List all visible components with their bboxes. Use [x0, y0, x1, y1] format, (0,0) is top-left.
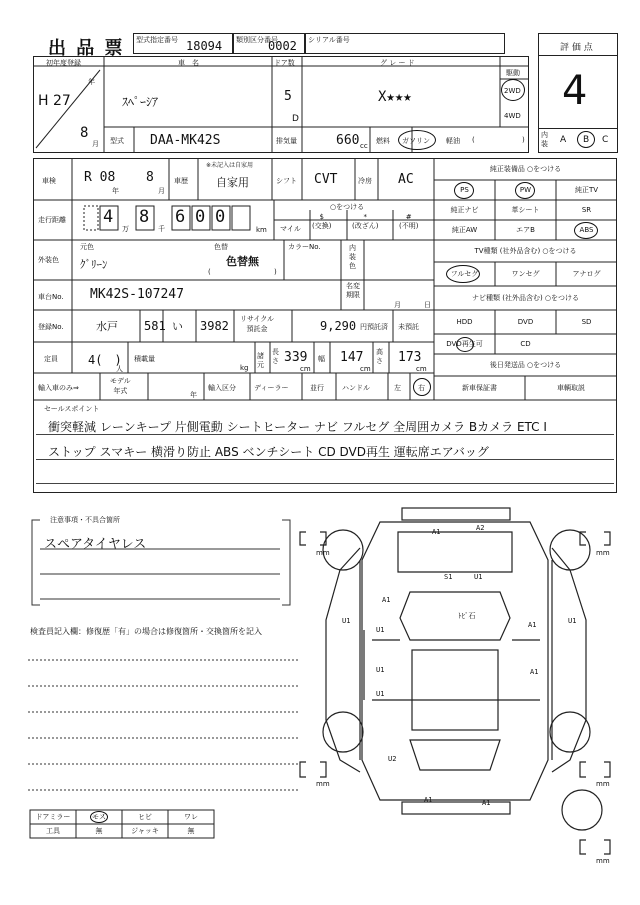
damage-mark: U1	[342, 617, 351, 625]
reg-month: 8	[80, 125, 89, 141]
damage-mark: A1	[382, 596, 391, 604]
cc-unit: cc	[360, 142, 368, 150]
damage-mark: U1	[376, 666, 385, 674]
reg-year-label: 初年度登録	[46, 59, 81, 67]
mm-label-rl: mm	[316, 780, 330, 788]
name-change-month: 月	[394, 301, 401, 309]
dims-label: 諸元	[257, 352, 264, 369]
plate-area: 水戸	[96, 320, 118, 333]
fuel-gasoline: ガソリン	[402, 137, 430, 145]
damage-mark: ﾄﾋﾞ石	[458, 612, 476, 620]
reg-era-year: H 27	[38, 93, 71, 109]
height-unit: cm	[416, 365, 427, 373]
interior-opt-c: C	[602, 135, 609, 145]
ac-label: 冷房	[358, 177, 372, 185]
inspection-value: R 08	[84, 170, 116, 185]
form-title: 出 品 票	[48, 38, 125, 59]
repaint-value: 色替無	[226, 255, 259, 268]
fuel-paren-close: )	[522, 136, 525, 144]
tools-break: ワレ	[184, 813, 198, 821]
tools-tool-value: 無	[95, 827, 103, 835]
damage-mark: A1	[432, 528, 441, 536]
model-label: 型式	[110, 137, 124, 145]
notes-label: 注意事項・不具合箇所	[50, 516, 120, 524]
fuel-paren-open: (	[472, 136, 475, 144]
class-no: 0002	[268, 39, 297, 53]
import-label: 輸入車のみ⇒	[38, 384, 79, 392]
capacity-label: 定員	[44, 355, 58, 363]
recycle-label: リサイクル 預託金	[240, 315, 275, 333]
history-note: ※未記入は自家用	[206, 162, 254, 169]
damage-mark: U1	[474, 573, 483, 581]
navi-sd: SD	[581, 318, 592, 326]
equip-pw: PW	[519, 186, 532, 194]
handle-left: 左	[394, 384, 401, 392]
equip-aw: 純正AW	[451, 226, 478, 234]
grade-value: X★★★	[378, 89, 412, 105]
load-unit: kg	[240, 364, 249, 372]
model-value: DAA-MK42S	[150, 133, 221, 148]
handle-right: 右	[418, 384, 425, 392]
tv-analog: アナログ	[572, 270, 601, 278]
mm-label-rr: mm	[596, 780, 610, 788]
import-class-label: 輸入区分	[208, 384, 236, 392]
navi-dvd: DVD	[517, 318, 534, 326]
damage-mark: S1	[444, 573, 453, 581]
tools-jack-label: ジャッキ	[131, 827, 159, 835]
tools-scratch: モス	[92, 813, 106, 821]
history-label: 車歴	[174, 177, 188, 185]
interior-opt-a: A	[560, 135, 567, 145]
interior-opt-b: B	[583, 135, 590, 145]
damage-mark: U1	[568, 617, 577, 625]
fuel-label: 燃料	[376, 137, 390, 145]
later-title: 後日発送品 ○をつける	[489, 361, 562, 369]
color-label: 外装色	[38, 256, 59, 264]
grade-label: グ レ ー ド	[380, 59, 415, 67]
score-value: 4	[562, 68, 588, 114]
equip-leather: 革シート	[511, 206, 540, 214]
tv-title: TV種類 (社外品含む) ○をつける	[474, 247, 577, 255]
orig-color-value: ｸﾞﾘｰﾝ	[80, 258, 108, 271]
drive-4wd: 4WD	[504, 112, 521, 120]
orig-color-label: 元色	[80, 243, 94, 251]
height-label: 高さ	[376, 348, 383, 365]
km-unit: km	[256, 226, 267, 234]
mm-label-spare: mm	[596, 857, 610, 865]
plate-number: 3982	[200, 319, 229, 333]
mm-label-fr: mm	[596, 549, 610, 557]
damage-mark: A1	[424, 796, 433, 804]
mileage-flag-unknown: # (不明)	[399, 213, 419, 230]
fuel-diesel: 軽油	[446, 137, 460, 145]
mileage-digit-5: 0	[215, 207, 226, 227]
navi-dvd-play: DVD再生可	[446, 340, 483, 348]
damage-mark: A1	[482, 799, 491, 807]
mileage-digit-4: 0	[195, 207, 206, 227]
inspection-year-unit: 年	[112, 187, 119, 195]
mileage-unit-man: 万	[122, 225, 129, 233]
drive-label: 駆動	[506, 69, 520, 77]
mileage-unit-sen: 千	[158, 225, 165, 233]
inspection-month: 8	[146, 170, 154, 185]
sales-line-2: ストップ スマキー 横滑り防止 ABS ベンチシート CD DVD再生 運転席エアバッグ	[48, 445, 489, 459]
type-cert-label: 型式指定番号	[136, 36, 178, 44]
model-year-label: モデル 年式	[110, 377, 131, 395]
class-label: 類別区分番号	[236, 36, 278, 44]
shift-label: シフト	[276, 177, 297, 185]
mm-label-fl: mm	[316, 549, 330, 557]
drive-2wd: 2WD	[504, 87, 521, 95]
recycle-unit: 円預託済	[360, 323, 388, 331]
name-change-day: 日	[424, 301, 431, 309]
color-no-label: カラーNo.	[288, 243, 321, 251]
navi-hdd: HDD	[456, 318, 473, 326]
damage-mark: U1	[376, 690, 385, 698]
mileage-digit-2: 8	[139, 207, 150, 227]
ac-value: AC	[398, 172, 414, 187]
car-name-label: 車 名	[178, 59, 199, 67]
equip-tv: 純正TV	[574, 186, 599, 194]
damage-mark: A2	[476, 524, 485, 532]
notes-text: スペアタイヤレス	[44, 537, 147, 552]
name-change-label: 名変期限	[346, 282, 360, 299]
later-warranty: 新車保証書	[462, 384, 497, 392]
interior-label: 内装	[541, 131, 548, 148]
reg-no-label: 登録No.	[38, 323, 64, 331]
tools-tool-label: 工具	[46, 827, 60, 835]
mileage-label: 走行距離	[38, 216, 66, 224]
type-cert-no: 18094	[186, 39, 223, 53]
tools-crack: ヒビ	[138, 813, 152, 821]
shift-value: CVT	[314, 172, 338, 187]
repaint-label: 色替	[214, 243, 228, 251]
inspector-label: 検査員記入欄：修復歴「有」の場合は修復箇所・交換箇所を記入	[30, 627, 262, 636]
mileage-flag-exchanged: $ (交換)	[312, 213, 332, 230]
history-value: 自家用	[216, 176, 249, 189]
chassis-value: MK42S-107247	[90, 287, 184, 302]
sales-line-1: 衝突軽減 レーンキープ 片側電動 シートヒーター ナビ フルセグ 全周囲カメラ Bカメラ ETC I	[48, 420, 547, 434]
tv-fullseg: フルセグ	[450, 270, 479, 278]
equip-abs: ABS	[579, 226, 594, 234]
plate-kana: い	[172, 320, 183, 333]
mileage-circle-note: ○をつける	[330, 203, 365, 211]
navi-cd: CD	[520, 340, 531, 348]
height-value: 173	[398, 350, 422, 365]
equip-airbag: エアB	[516, 226, 535, 234]
car-name: ｽﾍﾟｰｼｱ	[122, 95, 159, 109]
length-unit: cm	[300, 365, 311, 373]
length-label: 長さ	[272, 348, 279, 365]
displacement-label: 排気量	[276, 137, 297, 145]
mileage-flag-tampered: * (改ざん)	[352, 213, 379, 230]
equipment-title: 純正装備品 ○をつける	[489, 165, 562, 173]
plate-class: 581	[144, 319, 166, 333]
import-dealer: ディーラー	[254, 384, 289, 392]
import-parallel: 並行	[310, 384, 324, 392]
damage-mark: A1	[530, 668, 539, 676]
reg-month-unit: 月	[92, 140, 99, 148]
mile-option: マイル	[280, 225, 301, 233]
serial-label: シリアル番号	[308, 36, 350, 44]
length-value: 339	[284, 350, 308, 365]
recycle-value: 9,290	[320, 319, 357, 333]
tv-oneseg: ワンセグ	[511, 270, 540, 278]
damage-mark: A1	[528, 621, 537, 629]
damage-mark: U2	[388, 755, 397, 763]
tools-jack-value: 無	[187, 827, 195, 835]
damage-mark: U1	[376, 626, 385, 634]
reg-year-unit: 年	[88, 78, 95, 86]
repaint-paren-close: )	[274, 268, 277, 276]
width-label: 幅	[318, 355, 325, 363]
sales-label: セールスポイント	[44, 405, 100, 413]
chassis-label: 車台No.	[38, 293, 64, 301]
doors-value: 5	[284, 89, 292, 104]
score-label: 評 価 点	[560, 43, 593, 53]
doors-label: ドア数	[274, 59, 295, 67]
mileage-digit-1: 4	[103, 207, 114, 227]
repaint-paren-open: (	[208, 268, 211, 276]
load-label: 積載量	[134, 355, 155, 363]
recycle-no: 未預託	[398, 323, 419, 331]
inspection-month-unit: 月	[158, 187, 165, 195]
mileage-digit-3: 6	[175, 207, 186, 227]
displacement-value: 660	[336, 133, 360, 148]
inspection-label: 車検	[42, 177, 56, 185]
handle-label: ハンドル	[342, 384, 370, 392]
width-value: 147	[340, 350, 364, 365]
equip-ps: PS	[460, 186, 469, 194]
interior-color-label: 内装色	[349, 244, 356, 270]
navi-title: ナビ種類 (社外品含む) ○をつける	[471, 294, 580, 302]
capacity-value: 4( )	[88, 353, 122, 367]
later-manual: 車輌取説	[557, 384, 585, 392]
model-year-unit: 年	[190, 391, 197, 399]
door-type: D	[292, 114, 299, 124]
equip-navi: 純正ナビ	[450, 206, 479, 214]
equip-sr: SR	[581, 206, 592, 214]
width-unit: cm	[360, 365, 371, 373]
capacity-unit: 人	[116, 365, 123, 373]
tools-mirror-label: ドアミラー	[35, 813, 71, 821]
